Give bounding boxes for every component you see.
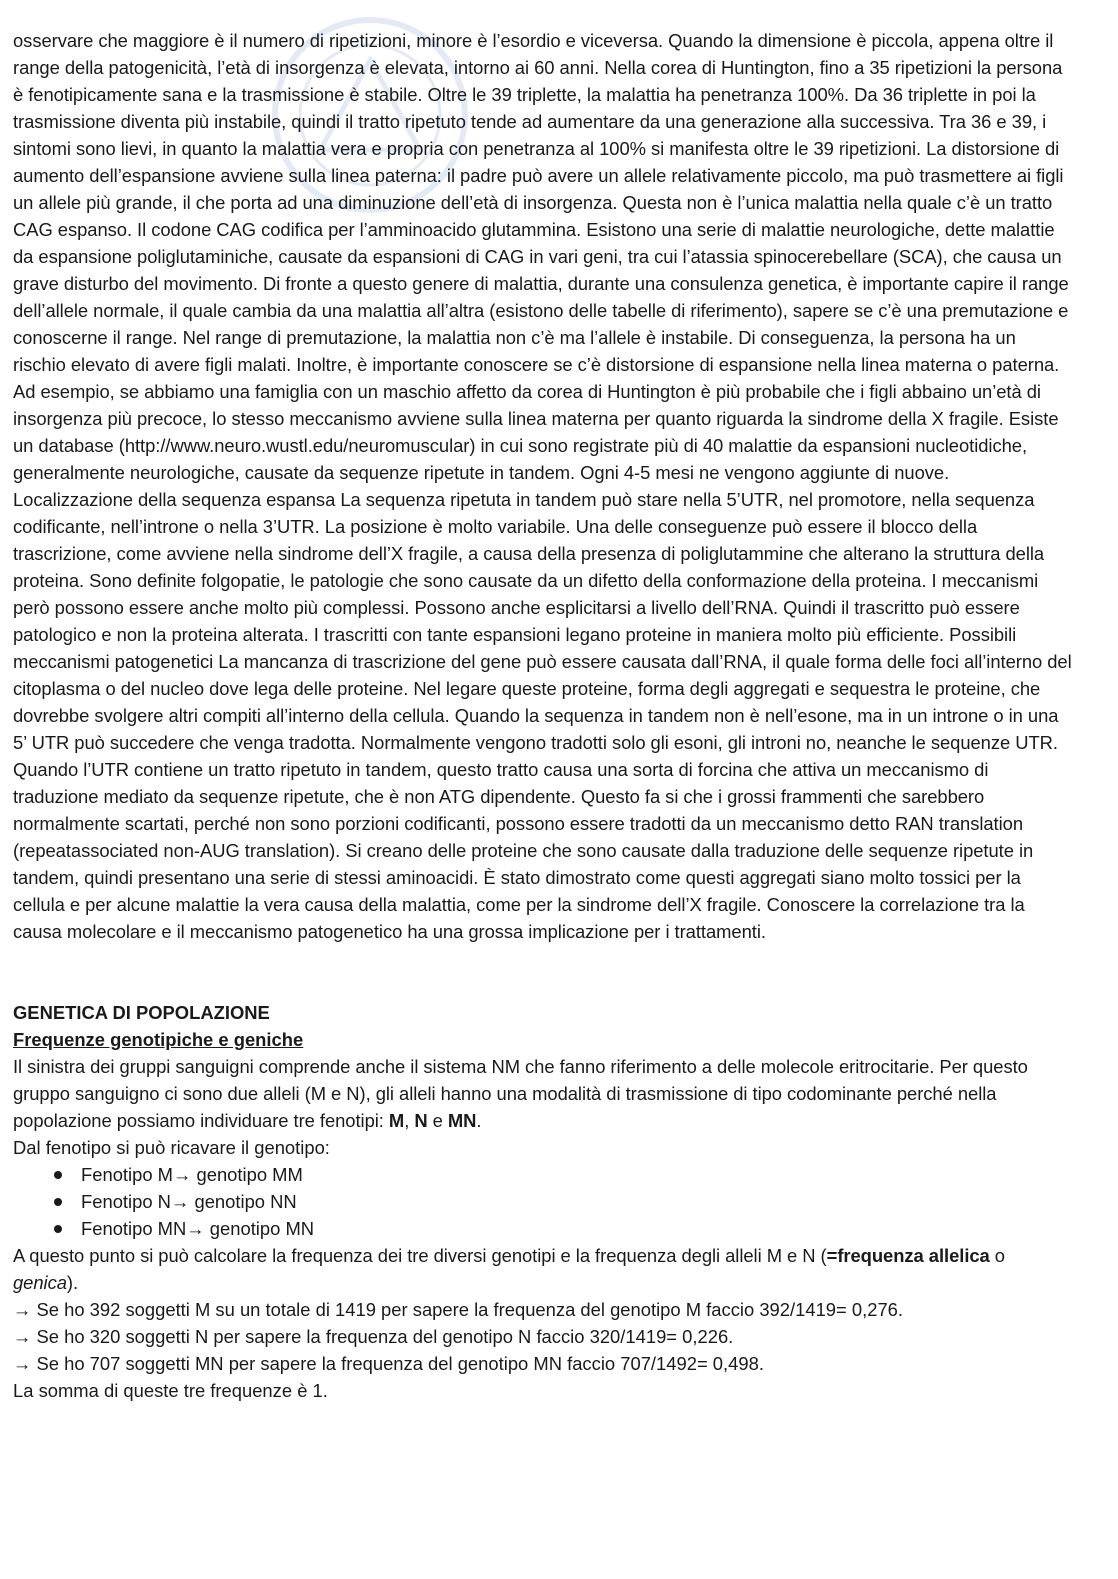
subsection-title: Frequenze genotipiche e geniche [13,1029,304,1050]
phenotype-end: . [476,1110,482,1131]
phenotype-m: M [388,1110,405,1131]
list-item-text: Fenotipo N→ genotipo NN [81,1191,297,1212]
intro-paragraph [13,1053,1073,1134]
genotype-intro: Dal fenotipo si può ricavare il genotipo: [13,1137,330,1158]
list-item [13,1188,1073,1215]
intro-text: Il sinistra dei gruppi sanguigni comprende anche il sistema NM che fanno riferimento a delle molecole eritrocitarie. Per questo gruppo sanguigno ci sono due alleli (M e N), gli alleli hanno una modalità di trasmissione di tipo codominante perché nella popolazione possiamo individuare tre fenotipi: [13,1056,1028,1131]
document-page [13,27,1073,1404]
list-item-text: Fenotipo MN→ genotipo MN [81,1218,315,1239]
bullet-icon [54,1198,62,1206]
list-item [13,1161,1073,1188]
list-item-text: Fenotipo M→ genotipo MM [81,1164,303,1185]
calculation-line: → Se ho 392 soggetti M su un totale di 1419 per sapere la frequenza del genotipo M faccio 392/1419= 0,276. [13,1299,904,1320]
genotype-list [13,1161,1073,1242]
phenotype-sep-1: , [404,1110,415,1131]
frequency-paragraph [13,1242,1073,1296]
frequency-italic: genica [13,1272,67,1293]
phenotype-mn: MN [447,1110,477,1131]
sum-text: La somma di queste tre frequenze è 1. [13,1380,328,1401]
section-title: GENETICA DI POPOLAZIONE [13,1002,270,1023]
phenotype-n: N [414,1110,428,1131]
frequency-text-start: A questo punto si può calcolare la frequenza dei tre diversi genotipi e la frequenza degli alleli M e N ( [13,1245,827,1266]
frequency-text-end: ). [66,1272,79,1293]
frequency-bold: =frequenza allelica [826,1245,990,1266]
list-item [13,1215,1073,1242]
phenotype-sep-2: e [427,1110,448,1131]
section-spacer [13,945,1073,999]
bullet-icon [54,1225,62,1233]
calculation-line: → Se ho 320 soggetti N per sapere la frequenza del genotipo N faccio 320/1419= 0,226. [13,1326,734,1347]
frequency-text-middle: o [989,1245,1005,1266]
calculation-line: → Se ho 707 soggetti MN per sapere la frequenza del genotipo MN faccio 707/1492= 0,498. [13,1353,764,1374]
bullet-icon [54,1171,62,1179]
body-paragraph: osservare che maggiore è il numero di ripetizioni, minore è l’esordio e viceversa. Quando la dimensione è piccola, appena oltre il range della patogenicità, l’età di insorgenza è elevata, intorno ai 60 anni. Nella corea di Huntington, fino a 35 ripetizioni la persona è fenotipicamente sana e la trasmissione è stabile. Oltre le 39 triplette, la malattia ha penetranza 100%. Da 36 triplette in poi la trasmissione diventa più instabile, quindi il tratto ripetuto tende ad aumentare da una generazione alla successiva. Tra 36 e 39, i sintomi sono lievi, in quanto la malattia vera e propria con penetranza al 100% si manifesta oltre le 39 ripetizioni. La distorsione di aumento dell’espansione avviene sulla linea paterna: il padre può avere un allele relativamente piccolo, ma può trasmettere ai figli un allele più grande, il che porta ad una diminuzione dell’età di insorgenza. Questa non è l’unica malattia nella quale c’è un tratto CAG espanso. Il codone CAG codifica per l’amminoacido glutammina. Esistono una serie di malattie neurologiche, dette malattie da espansione poliglutaminiche, causate da espansioni di CAG in vari geni, tra cui l’atassia spinocerebellare (SCA), che causa un grave disturbo del movimento. Di fronte a questo genere di malattia, durante una consulenza genetica, è importante capire il range dell’allele normale, il quale cambia da una malattia all’altra (esistono delle tabelle di riferimento), sapere se c’è una premutazione e conoscerne il range. Nel range di premutazione, la malattia non c’è ma l’allele è instabile. Di conseguenza, la persona ha un rischio elevato di avere figli malati. Inoltre, è importante conoscere se c’è distorsione di espansione nella linea materna o paterna. Ad esempio, se abbiamo una famiglia con un maschio affetto da corea di Huntington è più probabile che i figli abbaino un’età di insorgenza più precoce, lo stesso meccanismo avviene sulla linea materna per quanto riguarda la sindrome della X fragile. Esiste un database (http://www.neuro.wustl.edu/neuromuscular) in cui sono registrate più di 40 malattie da espansioni nucleotidiche, generalmente neurologiche, causate da sequenze ripetute in tandem. Ogni 4-5 mesi ne vengono aggiunte di nuove. Localizzazione della sequenza espansa La sequenza ripetuta in tandem può stare nella 5’UTR, nel promotore, nella sequenza codificante, nell’introne o nella 3’UTR. La posizione è molto variabile. Una delle conseguenze può essere il blocco della trascrizione, come avviene nella sindrome dell’X fragile, a causa della presenza di poliglutammine che alterano la struttura della proteina. Sono definite folgopatie, le patologie che sono causate da un difetto della conformazione della proteina. I meccanismi però possono essere anche molto più complessi. Possono anche esplicitarsi a livello dell’RNA. Quindi il trascritto può essere patologico e non la proteina alterata. I trascritti con tante espansioni legano proteine in maniera molto più efficiente. Possibili meccanismi patogenetici La mancanza di trascrizione del gene può essere causata dall’RNA, il quale forma delle foci all’interno del citoplasma o del nucleo dove lega delle proteine. Nel legare queste proteine, forma degli aggregati e sequestra le proteine, che dovrebbe svolgere altri compiti all’interno della cellula. Quando la sequenza in tandem non è nell’esone, ma in un introne o in una 5’ UTR può succedere che venga tradotta. Normalmente vengono tradotti solo gli esoni, gli introni no, neanche le sequenze UTR. Quando l’UTR contiene un tratto ripetuto in tandem, questo tratto causa una sorta di forcina che attiva un meccanismo di traduzione mediato da sequenze ripetute, che è non ATG dipendente. Questo fa si che i grossi frammenti che sarebbero normalmente scartati, perché non sono porzioni codificanti, possono essere tradotti da un meccanismo detto RAN translation (repeatassociated non-AUG translation). Si creano delle proteine che sono causate dalla traduzione delle sequenze ripetute in tandem, quindi presentano una serie di stessi aminoacidi. È stato dimostrato come questi aggregati siano molto tossici per la cellula e per alcune malattie la vera causa della malattia, come per la sindrome dell’X fragile. Conoscere la correlazione tra la causa molecolare e il meccanismo patogenetico ha una grossa implicazione per i trattamenti. [13,30,1072,942]
